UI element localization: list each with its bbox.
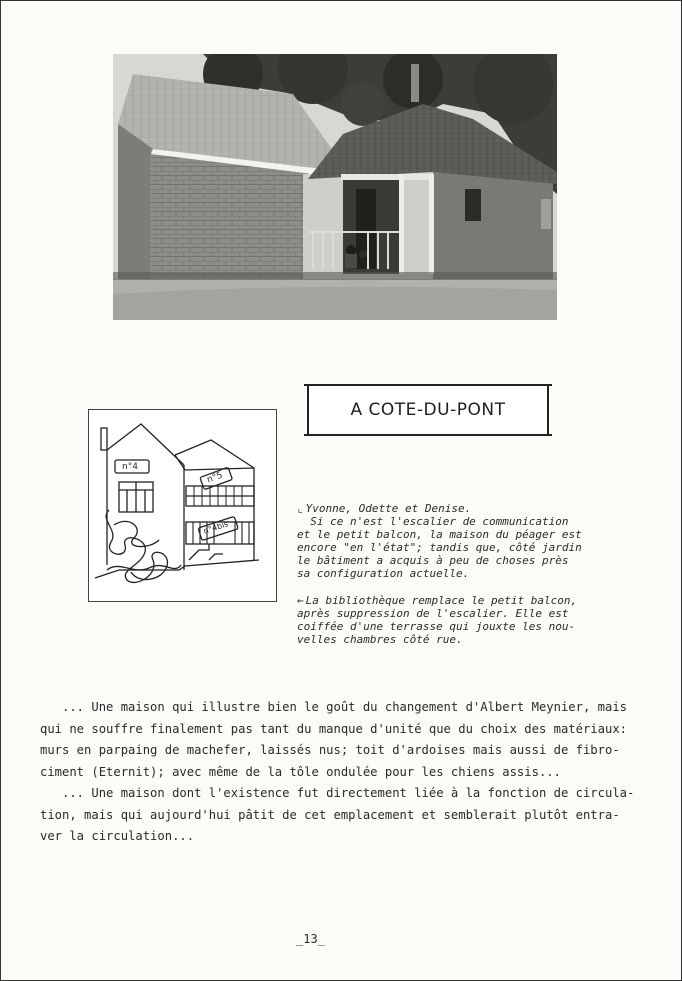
caption-1-line-5: le bâtiment a acquis à peu de choses près [297,554,569,567]
caption-1-line-6: sa configuration actuelle. [297,567,470,580]
body-line-3: murs en parpaing de machefer, laissés nus; toit d'ardoises mais aussi de fibro- [40,743,620,757]
sketch-label-house-right-lower: n°4bis [202,519,230,536]
page-title: A COTE-DU-PONT [350,400,506,420]
sketch-label-house-left: n°4 [122,462,138,472]
left-arrow-icon: ← [297,594,304,607]
body-line-2: qui ne souffre finalement pas tant du manque d'unité que du choix des matériaux: [40,721,627,736]
sketch-caption [297,594,577,646]
body-line-1: ... Une maison qui illustre bien le goût du changement d'Albert Meynier, mais [40,700,627,714]
caption-1-line-2: Si ce n'est l'escalier de communication [297,515,569,528]
caption-2-line-3: coiffée d'une terrasse qui jouxte les nou- [297,620,576,633]
caption-2-line-2: après suppression de l'escalier. Elle est [297,607,569,620]
house-sketch [88,409,277,602]
body-paragraph [40,697,634,848]
title-box [307,384,549,436]
page-number: _13_ [296,932,325,946]
body-line-7: ver la circulation... [40,829,195,843]
body-line-6: tion, mais qui aujourd'hui pâtit de cet emplacement et semblerait plutôt entra- [40,807,620,822]
caption-1-line-3: et le petit balcon, la maison du péager est [297,528,582,541]
caption-2-line-4: velles chambres côté rue. [297,633,463,646]
corner-arrow-icon: ⌞ [297,502,304,515]
photo-caption [297,502,582,580]
sketch-label-house-right: n°5 [205,470,225,486]
body-line-4: ciment (Eternit); avec même de la tôle ondulée pour les chiens assis... [40,764,561,779]
caption-1-line-4: encore "en l'état"; tandis que, côté jardin [297,541,582,554]
caption-1-line-1: Yvonne, Odette et Denise. [305,502,472,515]
body-line-5: ... Une maison dont l'existence fut directement liée à la fonction de circula- [40,786,635,800]
house-photo [113,54,557,320]
caption-2-line-1: La bibliothèque remplace le petit balcon, [305,594,578,607]
